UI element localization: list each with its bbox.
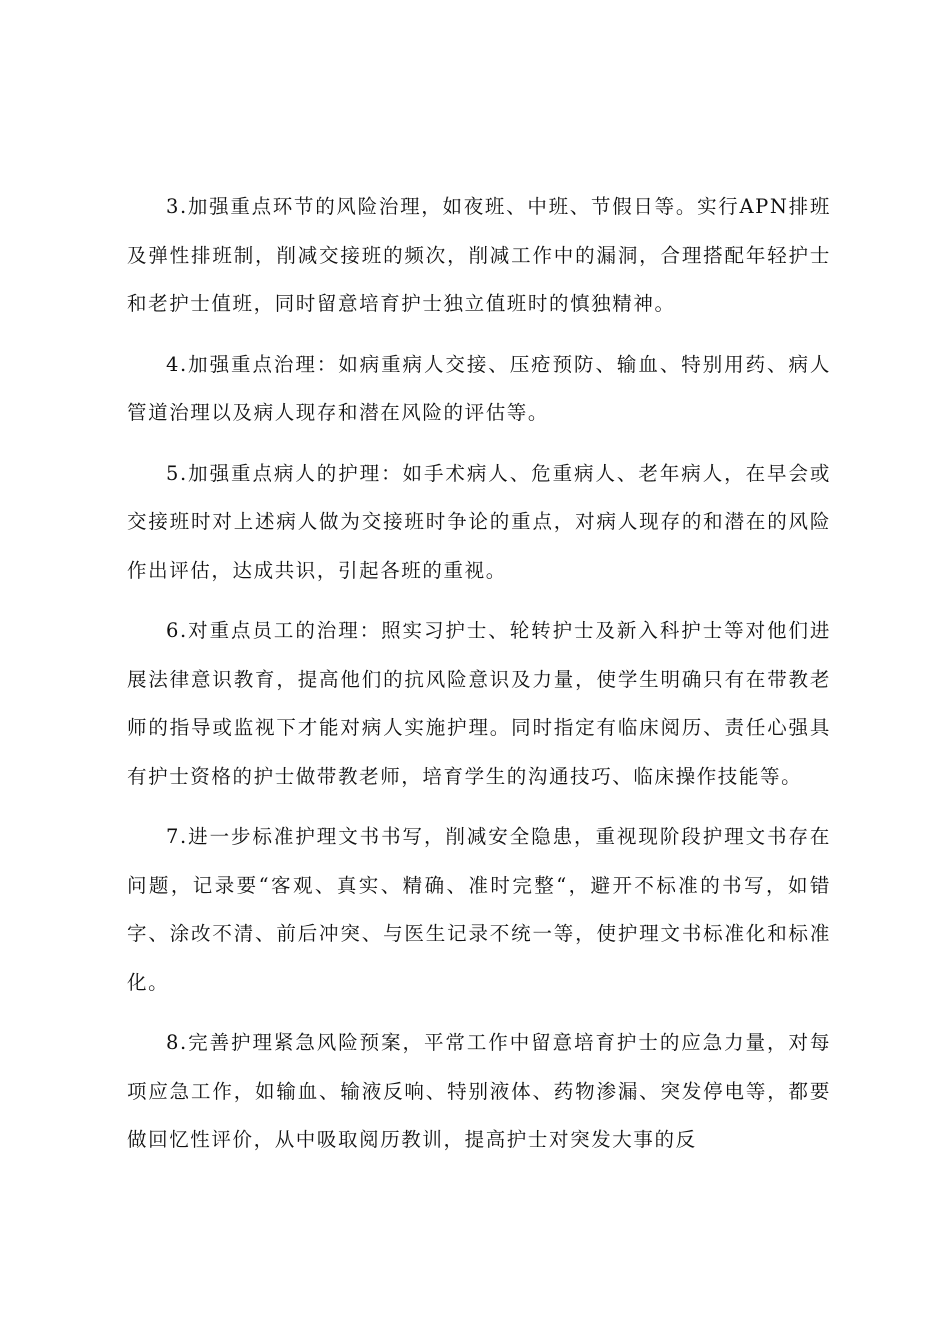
paragraph-5: 5.加强重点病人的护理：如手术病人、危重病人、老年病人，在早会或交接班时对上述病人做为交接班时争论的重点，对病人现存的和潜在的风险作出评估，达成共识，引起各班的重视。	[127, 461, 831, 582]
paragraph-8: 8.完善护理紧急风险预案，平常工作中留意培育护士的应急力量，对每项应急工作，如输血、输液反响、特别液体、药物渗漏、突发停电等，都要做回忆性评价，从中吸取阅历教训，提高护士对突发大事的反	[127, 1031, 831, 1151]
paragraph-3: 3.加强重点环节的风险治理，如夜班、中班、节假日等。实行APN排班及弹性排班制，削减交接班的频次，削减工作中的漏洞，合理搭配年轻护士和老护士值班，同时留意培育护士独立值班时的慎独精神。	[127, 195, 831, 315]
document-body	[127, 183, 831, 1177]
paragraph-4: 4.加强重点治理：如病重病人交接、压疮预防、输血、特别用药、病人管道治理以及病人现存和潜在风险的评估等。	[127, 352, 831, 424]
paragraph-6: 6.对重点员工的治理：照实习护士、轮转护士及新入科护士等对他们进展法律意识教育，提高他们的抗风险意识及力量，使学生明确只有在带教老师的指导或监视下才能对病人实施护理。同时指定有临床阅历、责任心强具有护士资格的护士做带教老师，培育学生的沟通技巧、临床操作技能等。	[127, 619, 831, 788]
paragraph-7: 7.进一步标准护理文书书写，削减安全隐患，重视现阶段护理文书存在问题，记录要“客观、真实、精确、准时完整“，避开不标准的书写，如错字、涂改不清、前后冲突、与医生记录不统一等，使护理文书标准化和标准化。	[127, 825, 831, 994]
